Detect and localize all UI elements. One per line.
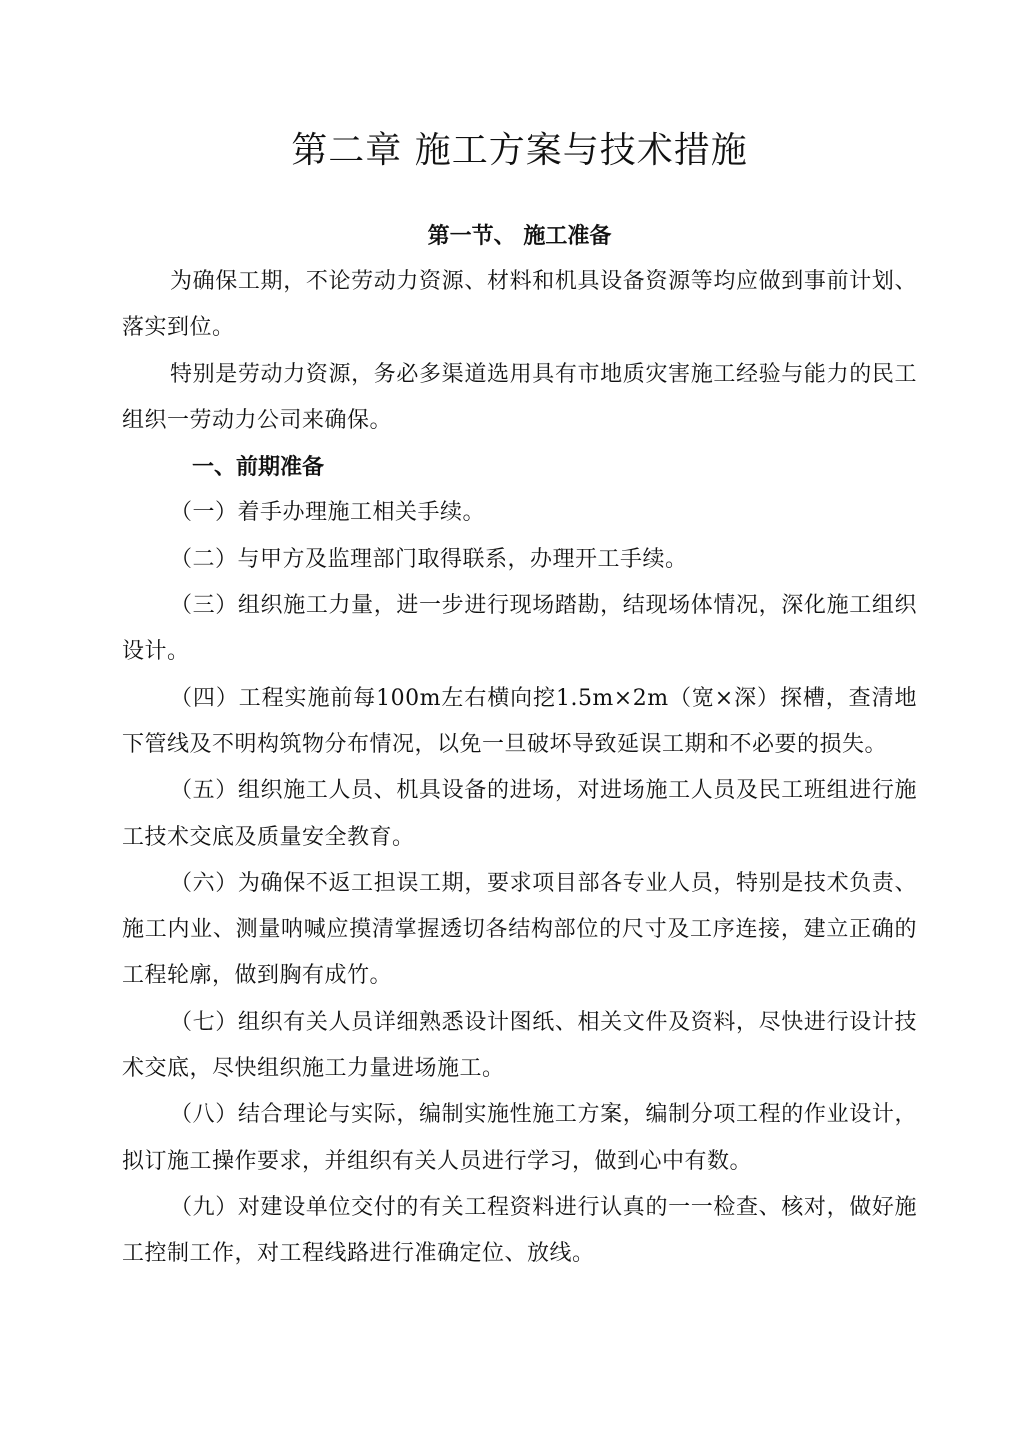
list-item: （八）结合理论与实际，编制实施性施工方案，编制分项工程的作业设计，拟订施工操作要求，并组织有关人员进行学习，做到心中有数。 [122, 1102, 917, 1174]
list-item: （六）为确保不返工担误工期，要求项目部各专业人员，特别是技术负责、施工内业、测量呐喊应摸清掌握透切各结构部位的尺寸及工序连接，建立正确的工程轮廓，做到胸有成竹。 [122, 870, 917, 989]
intro-paragraph: 为确保工期，不论劳动力资源、材料和机具设备资源等均应做到事前计划、落实到位。 [122, 269, 917, 341]
list-item: （七）组织有关人员详细熟悉设计图纸、相关文件及资料，尽快进行设计技术交底，尽快组织施工力量进场施工。 [122, 1009, 917, 1082]
section-title: 第一节、 施工准备 [427, 223, 612, 249]
list-item: （三）组织施工力量，进一步进行现场踏勘，结现场体情况，深化施工组织设计。 [122, 593, 917, 665]
list-item: （一）着手办理施工相关手续。 [170, 500, 486, 526]
list-item: （二）与甲方及监理部门取得联系，办理开工手续。 [170, 546, 688, 572]
intro-paragraph: 特别是劳动力资源，务必多渠道选用具有市地质灾害施工经验与能力的民工组织一劳动力公司来确保。 [122, 361, 917, 433]
subsection-heading: 一、前期准备 [192, 454, 325, 481]
list-item: （五）组织施工人员、机具设备的进场，对进场施工人员及民工班组进行施工技术交底及质量安全教育。 [122, 778, 917, 850]
document-body [122, 259, 917, 1278]
chapter-title: 第二章 施工方案与技术措施 [291, 130, 748, 171]
list-item: （四）工程实施前每100m左右横向挖1.5m×2m（宽×深）探槽，查清地下管线及不明构筑物分布情况，以免一旦破坏导致延误工期和不必要的损失。 [122, 685, 917, 757]
list-item: （九）对建设单位交付的有关工程资料进行认真的一一检查、核对，做好施工控制工作，对工程线路进行准确定位、放线。 [122, 1194, 917, 1267]
